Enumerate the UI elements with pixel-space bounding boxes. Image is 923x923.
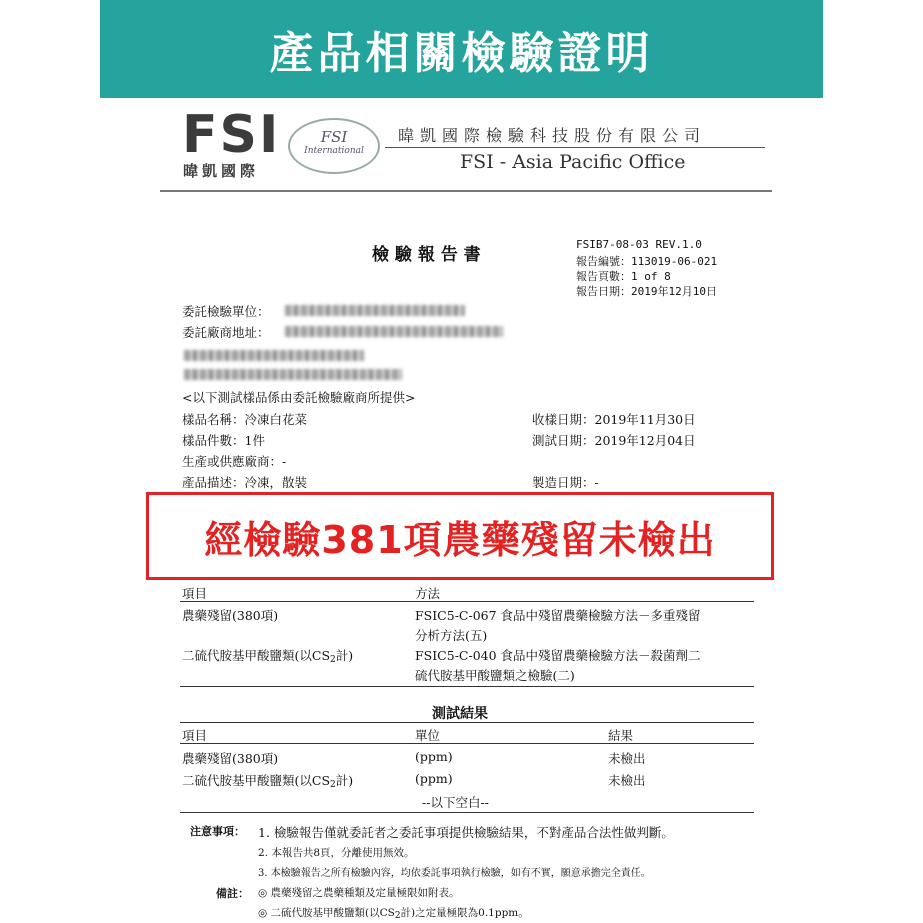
test-date: 測試日期：2019年12月04日 [532,433,696,448]
sample-source-note: <以下測試樣品係由委託檢驗廠商所提供> [182,390,416,405]
result-row-value: 未檢出 [608,751,646,766]
methods-header-item: 項目 [182,586,208,601]
table-rule [180,812,754,813]
form-number: FSIB7-08-03 REV.1.0 [576,238,702,251]
note-item: 2. 本報告共8頁，分離使用無效。 [258,847,415,859]
logo-subtitle: 暐凱國際 [183,162,260,180]
note-item: 1. 檢驗報告僅就委託者之委託事項提供檢驗結果，不對產品合法性做判斷。 [258,825,674,840]
report-title: 檢 驗 報 告 書 [372,245,481,265]
sample-name: 樣品名稱：冷凍白花菜 [182,412,308,427]
results-title: 測試結果 [432,706,488,722]
client-address-label: 委託廠商地址： [182,325,270,340]
report-number: 報告編號：113019-06-021 [576,255,718,268]
redacted-text [184,369,402,380]
method-row-text: FSIC5-C-067 食品中殘留農藥檢驗方法－多重殘留 [415,608,701,623]
seal-line1: FSI [320,128,348,146]
seal-line2: International [304,146,364,156]
table-rule [180,686,754,687]
method-row-text: 分析方法(五) [415,628,488,643]
redacted-text [285,326,503,337]
table-rule [180,743,754,744]
method-row-text: 硫代胺基甲酸鹽類之檢驗(二) [415,668,575,683]
fsi-logo: FSI [182,105,281,165]
sample-maker: 生產或供應廠商：- [182,454,287,469]
fsi-seal-icon [288,118,380,174]
page-banner: 產品相關檢驗證明 [100,0,823,98]
divider [160,190,772,192]
company-name: 暐凱國際檢驗科技股份有限公司 [398,126,707,145]
redacted-text [285,305,465,316]
report-pages: 報告頁數：1 of 8 [576,270,671,283]
method-row-item: 農藥殘留(380項) [182,608,279,623]
notes-label: 注意事項： [190,825,245,838]
results-header-unit: 單位 [415,728,441,743]
result-row-item: 二硫代胺基甲酸鹽類(以CS2計) [182,773,354,790]
blank-marker: --以下空白-- [422,795,489,810]
manufacture-date: 製造日期：- [532,475,599,490]
remark-item: ◎ 二硫代胺基甲酸鹽類(以CS2計)之定量極限為0.1ppm。 [258,907,529,921]
method-row-text: FSIC5-C-040 食品中殘留農藥檢驗方法－殺菌劑二 [415,648,701,663]
report-date: 報告日期：2019年12月10日 [576,285,717,298]
redacted-text [184,350,364,361]
highlight-banner: 經檢驗381項農藥殘留未檢出 [146,492,774,580]
results-header-item: 項目 [182,728,208,743]
received-date: 收樣日期：2019年11月30日 [532,412,696,427]
results-header-result: 結果 [608,728,634,743]
remark-item: ◎ 農藥殘留之農藥種類及定量極限如附表。 [258,887,460,899]
office-name: FSI - Asia Pacific Office [460,151,686,173]
result-row-unit: (ppm) [415,749,453,764]
table-rule [180,722,754,723]
remark-label: 備註： [216,887,249,900]
result-row-item: 農藥殘留(380項) [182,751,279,766]
result-row-value: 未檢出 [608,773,646,788]
result-row-unit: (ppm) [415,771,453,786]
table-rule [180,601,754,602]
sample-description: 產品描述：冷凍，散裝 [182,475,308,490]
methods-header-method: 方法 [415,586,441,601]
sample-count: 樣品件數：1件 [182,433,265,448]
client-unit-label: 委託檢驗單位： [182,304,270,319]
divider [385,147,765,148]
note-item: 3. 本檢驗報告之所有檢驗內容，均依委託事項執行檢驗，如有不實，願意承擔完全責任。 [258,868,651,879]
method-row-item: 二硫代胺基甲酸鹽類(以CS2計) [182,648,354,665]
